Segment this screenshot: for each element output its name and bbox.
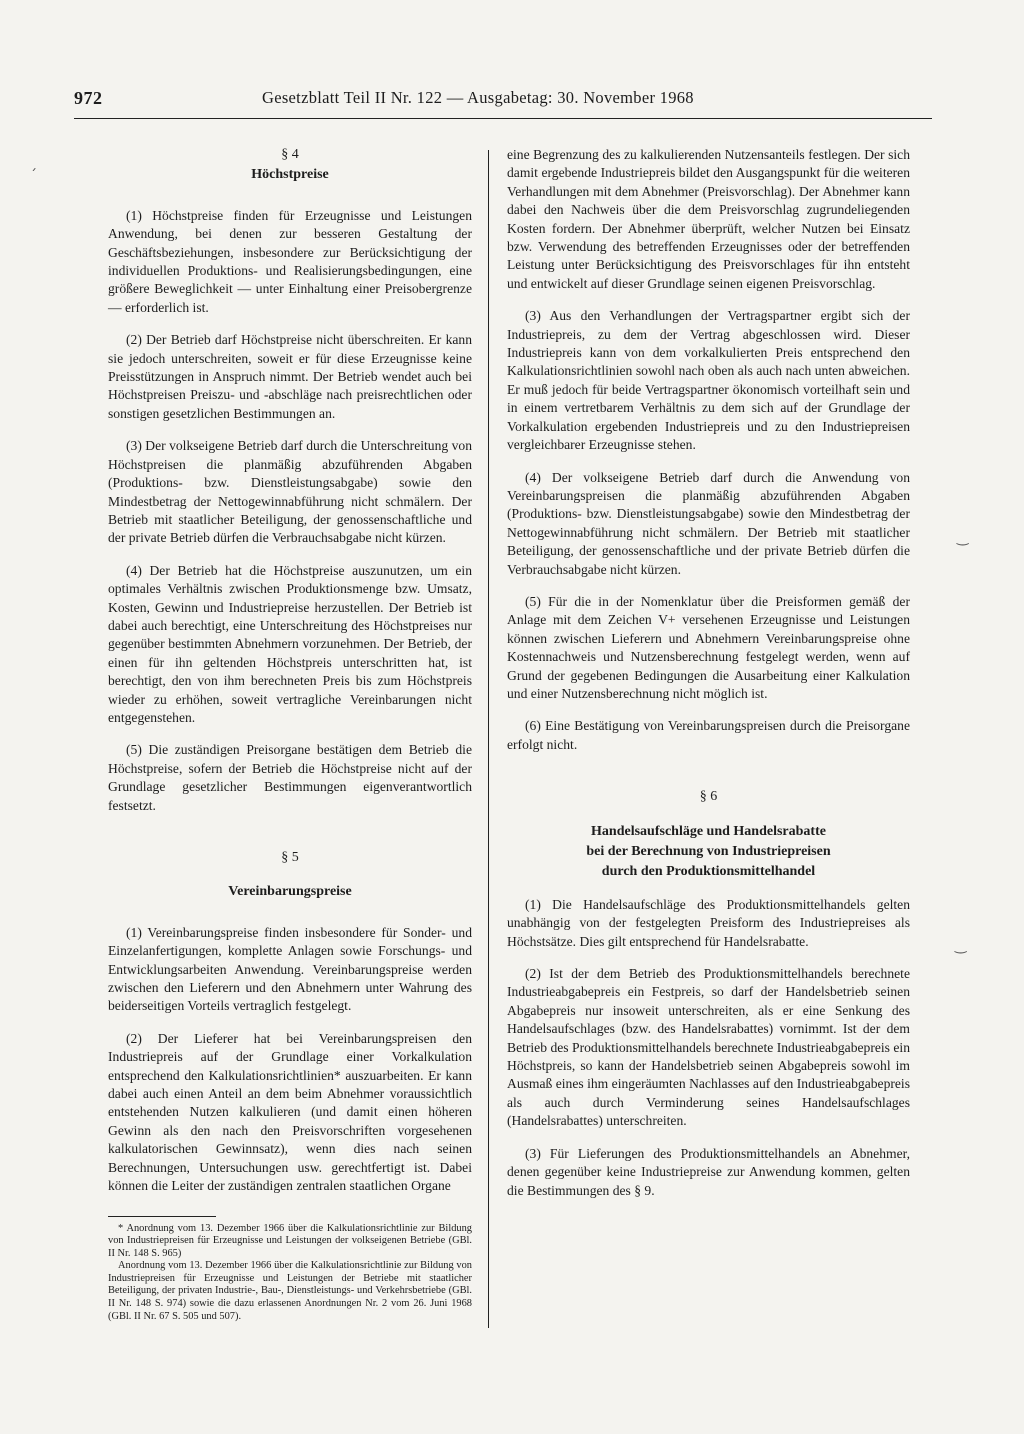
left-column: [108, 146, 472, 1323]
paragraph: (3) Der volkseigene Betrieb darf durch die Unterschreitung von Höchstpreisen die planmäßig abzuführenden Abgaben (Produktions- bzw. Dienstleistungsabgabe) sowie den Mindestbetrag der Nettogewinnabführung nicht schmälern. Der Betrieb mit staatlicher Beteiligung, der genossenschaftliche und der private Betrieb dürfen die Verbrauchsabgabe nicht kürzen.: [108, 438, 472, 546]
section-number: § 4: [281, 147, 299, 162]
section-title-line: bei der Berechnung von Industriepreisen: [586, 844, 831, 859]
paragraph: (4) Der volkseigene Betrieb darf durch die Anwendung von Vereinbarungspreisen die planmäßig abzuführenden Abgaben (Produktions- bzw. Dienstleistungsabgabe) sowie den Mindestbetrag der Nettogewinnabführung nicht schmälern. Der Betrieb mit staatlicher Beteiligung, der genossenschaftliche und der private Betrieb dürfen die Verbrauchsabgabe nicht kürzen.: [507, 469, 910, 577]
footnote: * Anordnung vom 13. Dezember 1966 über die Kalkulationsrichtlinie zur Bildung von Industriepreisen für Erzeugnisse und Leistungen der volkseigenen Betriebe (GBl. II Nr. 148 S. 965): [108, 1222, 472, 1259]
paragraph: (2) Der Betrieb darf Höchstpreise nicht überschreiten. Er kann sie jedoch unterschreiten, soweit er für diese Erzeugnisse keine Preisstützungen in Anspruch nimmt. Der Betrieb wendet auch bei Höchstpreisen Preiszu- und -abschläge nach preisrechtlichen oder sonstigen gesetzlichen Bestimmungen an.: [108, 332, 472, 421]
paragraph: (5) Die zuständigen Preisorgane bestätigen dem Betrieb die Höchstpreise, sofern der Betrieb die Höchstpreise nicht auf der Grundlage gesetzlicher Bestimmungen eigenverantwortlich festsetzt.: [108, 742, 472, 813]
paragraph: (2) Ist der dem Betrieb des Produktionsmittelhandels berechnete Industrieabgabepreis ein Festpreis, so darf der Handelsbetrieb seinen Abgabepreis nur insoweit unterschreiten, als er eine Senkung des Handelsaufschlages (bzw. des Handelsrabattes) vornimmt. Ist der dem Betrieb des Produktionsmittelhandels berechnete Industrieabgabepreis ein Höchstpreis, so kann der Handelsbetrieb seinen Abgabepreis sowohl im Ausmaß eines ihm eingeräumten Nachlasses auf den Industrieabgabepreis als auch durch Verminderung seines Handelsaufschlages (Handelsrabattes) unterschreiten.: [507, 966, 910, 1129]
section-number: § 6: [699, 789, 718, 805]
column-divider: [488, 150, 489, 1328]
paragraph: eine Begrenzung des zu kalkulierenden Nutzensanteils festlegen. Der sich damit ergebende Industriepreis bildet den Ausgangspunkt für die weiteren Verhandlungen mit dem Abnehmer (Preisvorschlag). Der Abnehmer kann dabei den Nachweis über die dem Preisvorschlag zugrundeliegenden Kosten fordern. Der Abnehmer überprüft, welcher Nutzen bei Einsatz bzw. Verwendung des betreffenden Erzeugnisses oder der betreffenden Leistung unter Berücksichtigung des Preisvorschlages für ihn entsteht und entwickelt auf dieser Grundlage seinen eigenen Preisvorschlag.: [507, 147, 910, 291]
section-title-line: Handelsaufschläge und Handelsrabatte: [591, 823, 826, 839]
footnote: Anordnung vom 13. Dezember 1966 über die Kalkulationsrichtlinie zur Bildung von Industriepreisen für Erzeugnisse und Leistungen der Betriebe mit staatlicher Beteiligung, der privaten Industrie-, Bau-, Dienstleistungs- und Verkehrsbetriebe (GBl. II Nr. 148 S. 974) sowie die dazu erlassenen Anordnungen Nr. 2 vom 26. Juni 1968 (GBl. II Nr. 67 S. 505 und 507).: [108, 1260, 472, 1322]
paragraph: (4) Der Betrieb hat die Höchstpreise auszunutzen, um ein optimales Verhältnis zwischen Produktionsmenge bzw. Umsatz, Kosten, Gewinn und Industriepreise herzustellen. Der Betrieb ist dabei auch berechtigt, eine Unterschreitung des Höchstpreises nur gegenüber bestimmten Abnehmern vorzunehmen. Der Betrieb, der einen für ihn geltenden Höchstpreis unterschritten hat, ist berechtigt, den von ihm berechneten Preis bis zum Höchstpreis wieder zu erhöhen, soweit vertragliche Vereinbarungen nicht entgegenstehen.: [108, 562, 472, 725]
section-number: § 5: [281, 850, 299, 865]
paragraph: (5) Für die in der Nomenklatur über die Preisformen gemäß der Anlage mit dem Zeichen V+ versehenen Erzeugnisse und Leistungen können zwischen Lieferern und Abnehmern Vereinbarungspreise ohne Kostennachweis und Nutzensberechnung festgelegt werden, wenn auf Grund der gegebenen Bedingungen die Ausarbeitung einer Kalkulation und einer Nutzensberechnung nicht möglich ist.: [507, 593, 910, 701]
right-column: [507, 146, 910, 1200]
paragraph: (3) Aus den Verhandlungen der Vertragspartner ergibt sich der Industriepreis, zu dem der Vertrag abgeschlossen wird. Dieser Industriepreis kann von dem vorkalkulierten Preis entsprechend den Kalkulationsrichtlinien sowohl nach oben als auch nach unten abweichen. Er muß jedoch für beide Vertragspartner ökonomisch vorteilhaft sein und in einem vertretbarem Verhältnis zu dem sich auf der Grundlage der Vorkalkulation ergebenden Industriepreis und zu den Industriepreisen vergleichbarer Erzeugnisse stehen.: [507, 308, 910, 453]
running-head: Gesetzblatt Teil II Nr. 122 — Ausgabetag: 30. November 1968: [262, 88, 694, 107]
paragraph: (3) Für Lieferungen des Produktionsmittelhandels an Abnehmer, denen gegenüber keine Industriepreise zur Anwendung kommen, gelten die Bestimmungen des § 9.: [507, 1145, 910, 1198]
paragraph: (1) Höchstpreise finden für Erzeugnisse und Leistungen Anwendung, bei denen zur besseren Gestaltung der Geschäftsbeziehungen, insbesondere zur Berücksichtigung der individuellen Produktions- und Realisierungsbedingungen, eine größere Beweglichkeit — unter Einhaltung einer Preisobergrenze — erforderlich ist.: [108, 207, 472, 315]
page-number: 972: [74, 88, 103, 108]
paragraph: (1) Die Handelsaufschläge des Produktionsmittelhandels gelten unabhängig von der festgelegten Preisform des Industriepreises als Höchstsätze. Dies gilt entsprechend für Handelsrabatte.: [507, 896, 910, 949]
section-title: Vereinbarungspreise: [228, 884, 352, 900]
section-title: Höchstpreise: [251, 167, 329, 183]
margin-mark: ‿: [955, 938, 967, 954]
margin-mark: ´: [30, 168, 37, 184]
margin-mark: ‿: [957, 530, 969, 546]
paragraph: (1) Vereinbarungspreise finden insbesondere für Sonder- und Einzelanfertigungen, komplette Anlagen sowie Forschungs- und Entwicklungsarbeiten Anwendung. Vereinbarungspreise werden zwischen den Lieferern und den Abnehmern unter Wahrung des beiderseitigen Vorteils vertraglich festgelegt.: [108, 924, 472, 1014]
footnote-rule: [108, 1216, 216, 1217]
header-rule: [74, 118, 932, 119]
paragraph: (2) Der Lieferer hat bei Vereinbarungspreisen den Industriepreis auf der Grundlage einer Vorkalkulation entsprechend den Kalkulationsrichtlinien* auszuarbeiten. Er kann dabei auch einen Anteil an dem beim Abnehmer voraussichtlich entstehenden Nutzen kalkulieren (und damit einen höheren Gewinn als den nach den Preisvorschriften vorgesehenen kalkulatorischen Gewinnsatz), wenn dies nach seinen Berechnungen, Untersuchungen usw. gerechtfertigt ist. Dabei können die Leiter der zuständigen zentralen staatlichen Organe: [108, 1030, 472, 1194]
section-title-line: durch den Produktionsmittelhandel: [601, 864, 816, 880]
paragraph: (6) Eine Bestätigung von Vereinbarungspreisen durch die Preisorgane erfolgt nicht.: [507, 718, 910, 752]
